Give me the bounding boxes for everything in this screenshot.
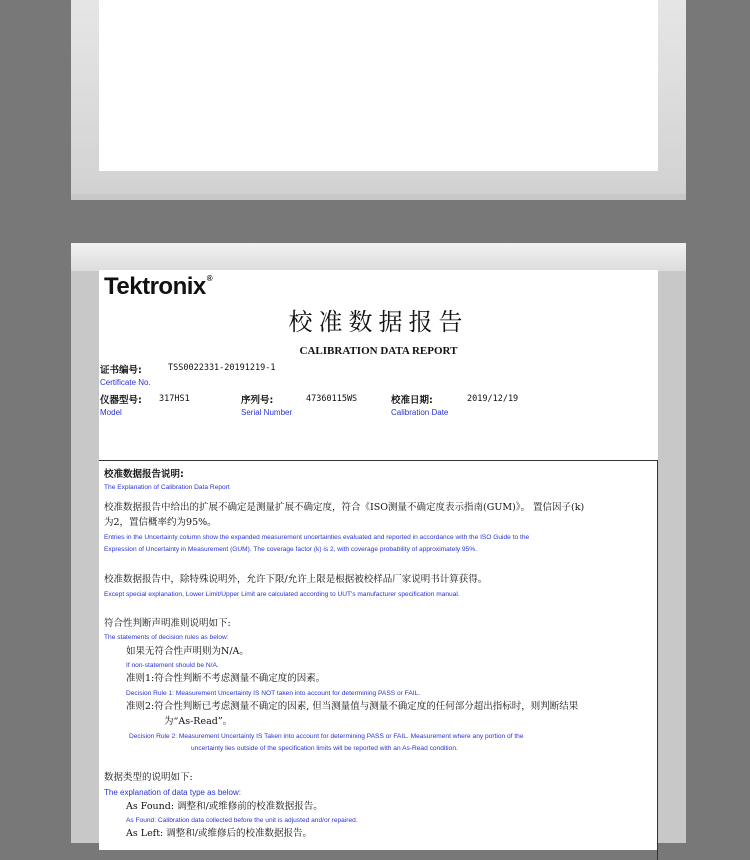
limits-text-zh: 校准数据报告中，除特殊说明外，允许下限/允许上限是根据被校样品厂家说明书计算获得。 — [104, 574, 488, 585]
uncertainty-text-zh-1: 校准数据报告中给出的扩展不确定是测量扩展不确定度，符合《ISO测量不确定度表示指南(GUM)》。 置信因子(k) — [104, 502, 585, 513]
model-value: 317HS1 — [159, 394, 190, 404]
decision-rules-heading-zh: 符合性判断声明准则说明如下: — [104, 618, 231, 629]
serial-label-en: Serial Number — [241, 408, 293, 417]
cal-date-value: 2019/12/19 — [467, 394, 519, 404]
decision-rules-heading-en: The statements of decision rules as below: — [104, 634, 229, 641]
as-found-en: As Found: Calibration data collected before the unit is adjusted and/or repaired. — [126, 817, 358, 824]
rule-na-zh: 如果无符合性声明则为N/A。 — [126, 646, 249, 657]
explanation-heading-en: The Explanation of Calibration Data Report — [104, 484, 230, 491]
serial-value: 47360115WS — [306, 394, 358, 404]
uncertainty-text-zh-2: 为2，置信概率约为95%。 — [104, 517, 217, 528]
explanation-heading: 校准数据报告说明: — [104, 469, 184, 480]
report-title-zh: 校准数据报告 — [288, 308, 469, 336]
cert-no-label: 证书编号: — [100, 365, 142, 376]
cal-date-label-en: Calibration Date — [391, 408, 449, 417]
rule1-en: Decision Rule 1: Measurement Uncertainty IS NOT taken into account for determining PASS or FAIL. — [126, 690, 421, 697]
cert-no-value: TSS0022331-20191219-1 — [168, 363, 276, 373]
rule2-en-2: uncertainty lies outside of the specification limits will be reported with an As-Read condition. — [191, 745, 458, 752]
tektronix-logo: Tektronix® — [104, 273, 213, 300]
section-right-border — [657, 460, 658, 860]
as-left-zh: As Left: 调整和/或维修后的校准数据报告。 — [126, 828, 312, 839]
report-title-en: CALIBRATION DATA REPORT — [299, 345, 458, 357]
rule2-en-1: Decision Rule 2: Measurement Uncertainty IS Taken into account for determining PASS or FAIL. Measurement where any portion of the — [129, 733, 524, 740]
rule-na-en: If non-statement should be N/A. — [126, 662, 219, 669]
page-frame-top — [71, 0, 686, 200]
limits-text-en: Except special explanation, Lower Limit/Upper Limit are calculated according to UUT's manufacturer specification manual. — [104, 591, 460, 598]
data-type-heading-en: The explanation of data type as below: — [104, 788, 241, 797]
data-type-heading-zh: 数据类型的说明如下: — [104, 772, 193, 783]
page-frame-bottom — [71, 243, 686, 843]
serial-label: 序列号: — [241, 395, 274, 406]
uncertainty-text-en-2: Expression of Uncertainty in Measurement (GUM). The coverage factor (k) is 2, with coverage probability of approximately 95%. — [104, 546, 477, 553]
rule2-zh-1: 准则2:符合性判断已考虑测量不确定的因素, 但当测量值与测量不确定度的任何部分超出指标时，则判断结果 — [126, 701, 579, 712]
as-found-zh: As Found: 调整和/或维修前的校准数据报告。 — [126, 801, 323, 812]
model-label-en: Model — [100, 408, 122, 417]
document-page — [99, 270, 658, 850]
model-label: 仪器型号: — [100, 395, 142, 406]
section-divider — [99, 460, 658, 461]
rule2-zh-2: 为“As-Read”。 — [164, 716, 233, 727]
document-page-previous — [99, 0, 658, 171]
uncertainty-text-en-1: Entries in the Uncertainty column show the expanded measurement uncertainties evaluated and reported in accordance with the ISO Guide to the — [104, 534, 530, 541]
rule1-zh: 准则1:符合性判断不考虑测量不确定度的因素。 — [126, 673, 326, 684]
cert-no-label-en: Certificate No. — [100, 378, 151, 387]
cal-date-label: 校准日期: — [391, 395, 433, 406]
